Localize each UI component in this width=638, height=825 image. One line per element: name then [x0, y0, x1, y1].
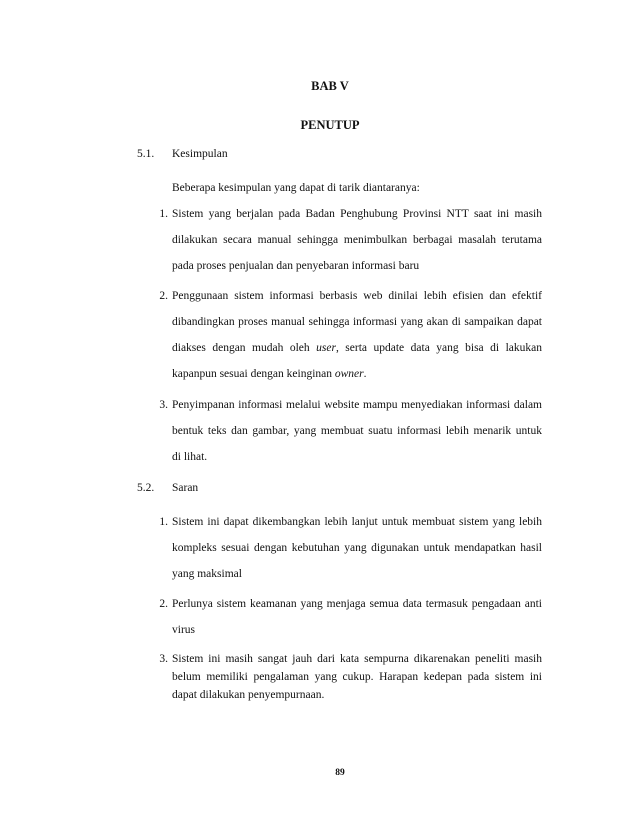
section-title-saran: Saran — [172, 482, 199, 494]
list-item-number: 3. — [159, 653, 168, 665]
italic-term: owner — [334, 368, 364, 380]
chapter-heading: BAB V — [311, 79, 349, 93]
list-item-number: 3. — [159, 399, 168, 411]
section-number-kesimpulan: 5.1. — [137, 148, 155, 160]
list-item-text: kapanpun sesuai dengan keinginan — [172, 368, 335, 380]
list-item-line: Sistem yang berjalan pada Badan Penghubung Provinsi NTT saat ini masih — [172, 208, 542, 220]
italic-term: user — [316, 342, 336, 354]
section-number-saran: 5.2. — [137, 482, 155, 494]
list-item — [172, 653, 542, 707]
section-intro: Beberapa kesimpulan yang dapat di tarik diantaranya: — [172, 182, 420, 194]
list-item-line — [172, 368, 542, 394]
list-item — [172, 399, 542, 477]
list-item-text: . — [363, 368, 367, 380]
list-item-line — [172, 342, 542, 368]
list-item-line: dilakukan secara manual sehingga menimbulkan berbagai masalah terutama — [172, 234, 542, 246]
list-item-number: 1. — [159, 516, 168, 528]
list-item-line: Penggunaan sistem informasi berbasis web dinilai lebih efisien dan efektif — [172, 290, 542, 302]
list-item-number: 2. — [159, 290, 168, 302]
list-item — [172, 516, 542, 594]
list-item — [172, 598, 542, 650]
list-item-line: Penyimpanan informasi melalui website mampu menyediakan informasi dalam — [172, 399, 542, 411]
list-item-line: virus — [172, 624, 195, 636]
list-item-line: bentuk teks dan gambar, yang membuat suatu informasi lebih menarik untuk — [172, 425, 542, 437]
list-item-line: Sistem ini dapat dikembangkan lebih lanjut untuk membuat sistem yang lebih — [172, 516, 542, 528]
list-item — [172, 290, 542, 394]
chapter-title: PENUTUP — [300, 118, 360, 132]
list-item-text: , serta update data yang bisa di lakukan — [335, 342, 542, 354]
list-item-line: kompleks sesuai dengan kebutuhan yang digunakan untuk mendapatkan hasil — [172, 542, 542, 554]
list-item-line: Sistem ini masih sangat jauh dari kata sempurna dikarenakan peneliti masih — [172, 653, 542, 665]
list-item-line: dibandingkan proses manual sehingga informasi yang akan di sampaikan dapat — [172, 316, 542, 328]
section-title-kesimpulan: Kesimpulan — [172, 148, 228, 160]
list-item-number: 2. — [159, 598, 168, 610]
list-item-number: 1. — [159, 208, 168, 220]
list-item-line: dapat dilakukan penyempurnaan. — [172, 689, 325, 701]
list-item-line: belum memiliki pengalaman yang cukup. Harapan kedepan pada sistem ini — [172, 671, 542, 683]
list-item — [172, 208, 542, 286]
list-item-line: Perlunya sistem keamanan yang menjaga semua data termasuk pengadaan anti — [172, 598, 542, 610]
list-item-text: diakses dengan mudah oleh — [172, 342, 317, 354]
page-number: 89 — [335, 768, 345, 778]
list-item-line: pada proses penjualan dan penyebaran informasi baru — [172, 260, 420, 272]
list-item-line: di lihat. — [172, 451, 208, 463]
list-item-line: yang maksimal — [172, 568, 242, 580]
